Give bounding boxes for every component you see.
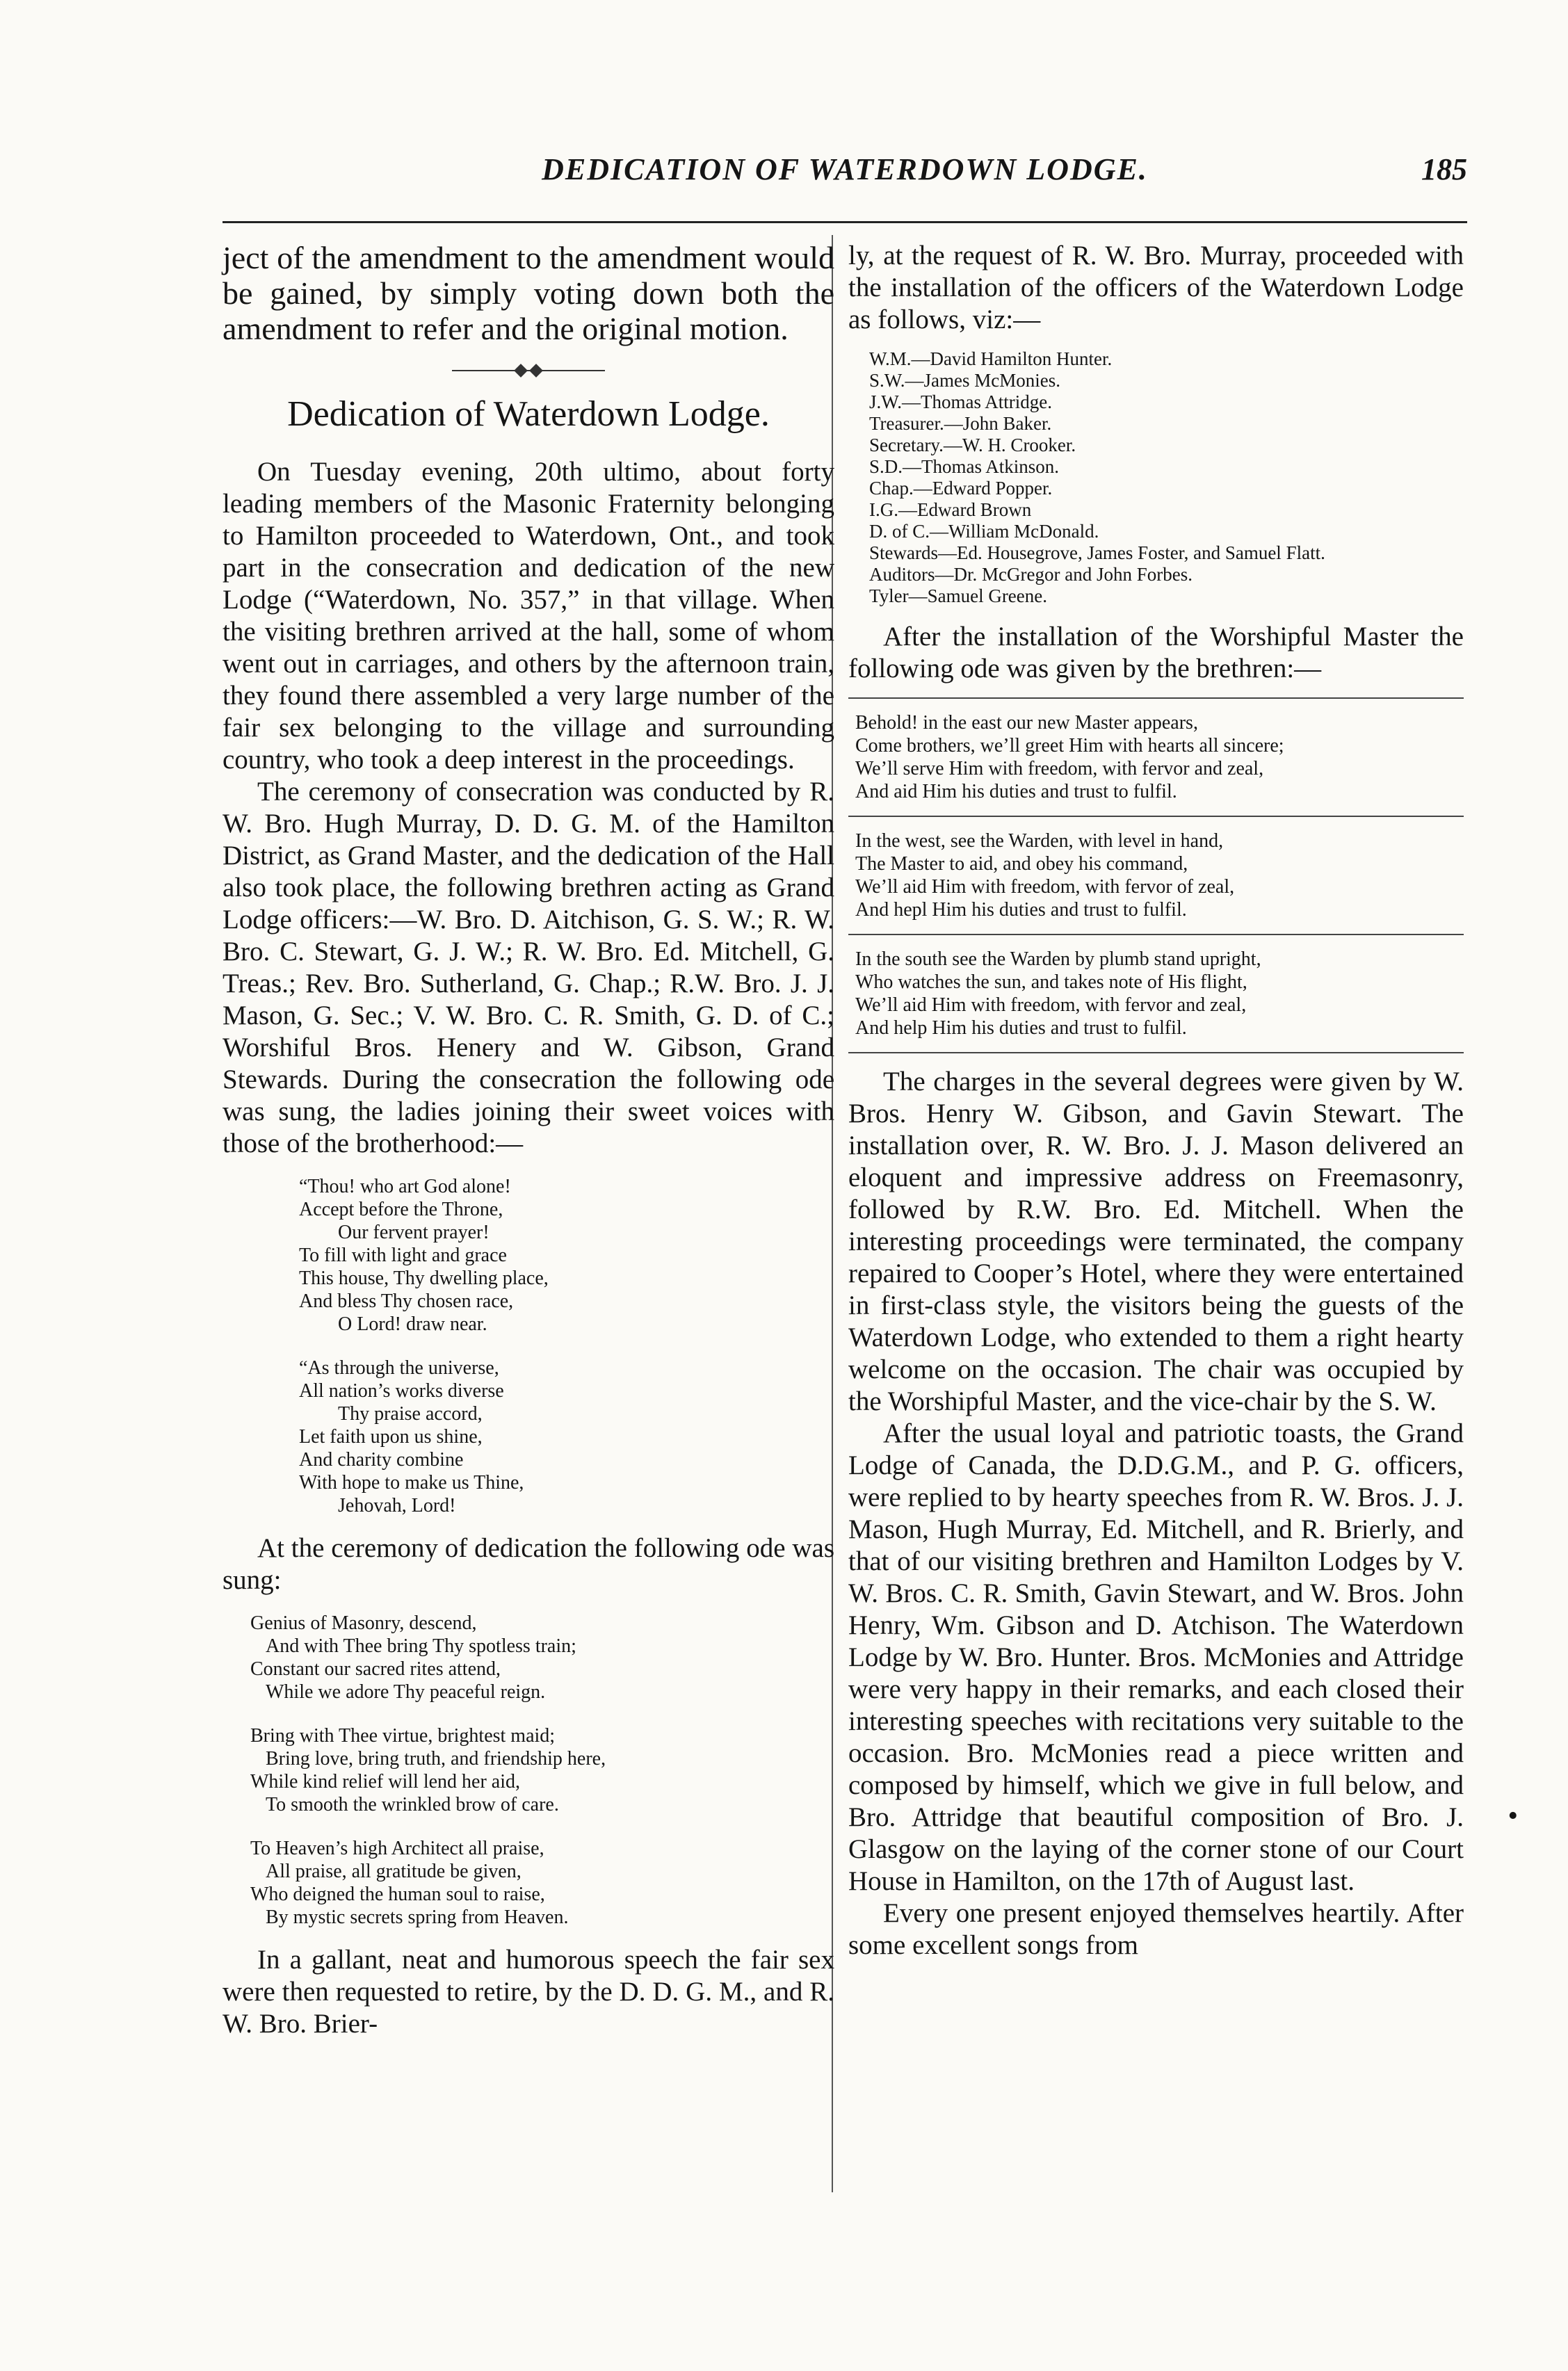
verse-line: We’ll aid Him with freedom, with fervor of zeal,: [855, 876, 1235, 898]
officer-entry: S.W.—James McMonies.: [869, 370, 1060, 391]
dedication-ode-stanza-2: [250, 1724, 834, 1816]
verse-line: Our fervent prayer!: [338, 1222, 490, 1243]
verse-line: We’ll aid Him with freedom, with fervor and zeal,: [855, 994, 1247, 1016]
verse-line: Jehovah, Lord!: [338, 1495, 456, 1516]
verse-line: Who deigned the human soul to raise,: [250, 1884, 545, 1905]
verse-line: Bring with Thee virtue, brightest maid;: [250, 1725, 556, 1747]
installation-ode-stanza-2: [855, 830, 1464, 921]
right-column: [848, 240, 1464, 1961]
page-header: [223, 152, 1467, 200]
verse-line: Behold! in the east our new Master appears,: [855, 712, 1198, 734]
continued-paragraph: ject of the amendment to the amendment would be gained, by simply voting down both the amendment to refer and the original motion.: [223, 240, 834, 346]
paragraph: After the installation of the Worshipful Master the following ode was given by the brethren:—: [848, 622, 1464, 683]
paragraph: Every one present enjoyed themselves heartily. After some excellent songs from: [848, 1898, 1464, 1960]
paragraph: The ceremony of consecration was conducted by R. W. Bro. Hugh Murray, D. D. G. M. of the Hamilton District, as Grand Master, and the dedication of the Hall also took place, the following brethren acting as Grand Lodge officers:—W. Bro. D. Aitchison, G. S. W.; R. W. Bro. C. Stewart, G. J. W.; R. W. Bro. Ed. Mitchell, G. Treas.; Rev. Bro. Sutherland, G. Chap.; R.W. Bro. J. J. Mason, G. Sec.; V. W. Bro. C. R. Smith, G. D. of C.; Worshiful Bros. Henery and W. Gibson, Grand Stewards. During the consecration the following ode was sung, the ladies joining their sweet voices with those of the brotherhood:—: [223, 777, 834, 1158]
header-rule: [223, 221, 1467, 223]
section-title: Dedication of Waterdown Lodge.: [287, 394, 770, 434]
verse-line: Genius of Masonry, descend,: [250, 1612, 477, 1634]
paragraph: The charges in the several degrees were given by W. Bros. Henry W. Gibson, and Gavin Stewart. The installation over, R. W. Bro. J. J. Mason delivered an eloquent and impressive address on Freemasonry, followed by R.W. Bro. Ed. Mitchell. When the interesting proceedings were terminated, the company repaired to Cooper’s Hotel, where they were entertained in first-class style, the visitors being the guests of the Waterdown Lodge, who extended to them a right hearty welcome on the occasion. The chair was occupied by the Worshipful Master, and the vice-chair by the S. W.: [848, 1067, 1464, 1416]
officer-entry: Tyler—Samuel Greene.: [869, 585, 1048, 606]
officer-entry: D. of C.—William McDonald.: [869, 521, 1099, 542]
verse-line: In the south see the Warden by plumb stand upright,: [855, 948, 1261, 970]
verse-line: The Master to aid, and obey his command,: [855, 853, 1188, 875]
ode-rule: [848, 816, 1464, 817]
verse-line: While kind relief will lend her aid,: [250, 1771, 520, 1793]
verse-line: And with Thee bring Thy spotless train;: [266, 1635, 576, 1657]
ode-rule: [848, 697, 1464, 699]
verse-line: All nation’s works diverse: [299, 1380, 504, 1402]
verse-line: Let faith upon us shine,: [299, 1426, 483, 1448]
verse-line: And help Him his duties and trust to fulfil.: [855, 1017, 1187, 1039]
verse-line: We’ll serve Him with freedom, with fervor and zeal,: [855, 758, 1264, 779]
officer-entry: S.D.—Thomas Atkinson.: [869, 456, 1060, 477]
installation-ode-stanza-1: [855, 711, 1464, 803]
verse-line: In the west, see the Warden, with level in hand,: [855, 830, 1224, 852]
paragraph: At the ceremony of dedication the following ode was sung:: [223, 1533, 834, 1595]
paragraph: After the usual loyal and patriotic toasts, the Grand Lodge of Canada, the D.D.G.M., and P. G. officers, were replied to by hearty speeches from R. W. Bros. J. J. Mason, Hugh Murray, Ed. Mitchell, and R. Brierly, and that of our visiting brethren and Hamilton Lodges by V. W. Bros. C. R. Smith, Gavin Stewart, and W. Bros. John Henry, Wm. Gibson and D. Atchison. The Waterdown Lodge by W. Bro. Hunter. Bros. McMonies and Attridge were very happy in their remarks, and each closed their interesting speeches with recitations very suitable to the occasion. Bro. McMonies read a piece written and composed by himself, which we give in full below, and Bro. Attridge that beautiful composition of Bro. J. Glasgow on the laying of the corner stone of our Court House in Hamilton, on the 17th of August last.: [848, 1418, 1464, 1896]
ode-rule: [848, 1052, 1464, 1053]
page-number: 185: [1421, 152, 1467, 186]
dedication-ode-stanza-1: [250, 1612, 834, 1704]
officer-entry: Secretary.—W. H. Crooker.: [869, 435, 1076, 455]
verse-line: O Lord! draw near.: [338, 1313, 487, 1335]
verse-line: Thy praise accord,: [338, 1403, 483, 1425]
verse-line: By mystic secrets spring from Heaven.: [266, 1907, 569, 1928]
left-column: [223, 240, 834, 2040]
officer-entry: Chap.—Edward Popper.: [869, 478, 1053, 499]
verse-line: “As through the universe,: [299, 1357, 499, 1379]
continued-paragraph: ly, at the request of R. W. Bro. Murray, proceeded with the installation of the officers of the Waterdown Lodge as follows, viz:—: [848, 241, 1464, 334]
verse-line: Who watches the sun, and takes note of His flight,: [855, 971, 1247, 993]
verse-line: And bless Thy chosen race,: [299, 1290, 514, 1312]
verse-line: All praise, all gratitude be given,: [266, 1861, 522, 1882]
verse-line: While we adore Thy peaceful reign.: [266, 1681, 546, 1703]
running-head: DEDICATION OF WATERDOWN LODGE.: [542, 152, 1148, 186]
verse-line: Constant our sacred rites attend,: [250, 1658, 501, 1680]
paragraph: In a gallant, neat and humorous speech the fair sex were then requested to retire, by the D. D. G. M., and R. W. Bro. Brier-: [223, 1945, 834, 2039]
verse-line: And charity combine: [299, 1449, 464, 1471]
verse-line: Come brothers, we’ll greet Him with hearts all sincere;: [855, 735, 1284, 756]
verse-line: Accept before the Throne,: [299, 1199, 503, 1220]
installation-ode-stanza-3: [855, 948, 1464, 1039]
verse-line: With hope to make us Thine,: [299, 1472, 524, 1494]
consecration-ode-stanza-1: [299, 1175, 834, 1336]
dedication-ode-stanza-3: [250, 1837, 834, 1929]
verse-line: To fill with light and grace: [299, 1245, 507, 1266]
officer-entry: W.M.—David Hamilton Hunter.: [869, 348, 1113, 369]
ode-rule: [848, 934, 1464, 935]
officer-list: [869, 348, 1464, 607]
verse-line: Bring love, bring truth, and friendship here,: [266, 1748, 606, 1770]
section-separator: [452, 364, 605, 377]
officer-entry: J.W.—Thomas Attridge.: [869, 391, 1052, 412]
verse-line: To Heaven’s high Architect all praise,: [250, 1838, 544, 1859]
verse-line: This house, Thy dwelling place,: [299, 1268, 549, 1289]
officer-entry: Auditors—Dr. McGregor and John Forbes.: [869, 564, 1193, 585]
officer-entry: Stewards—Ed. Housegrove, James Foster, and Samuel Flatt.: [869, 542, 1325, 563]
consecration-ode-stanza-2: [299, 1357, 834, 1517]
verse-line: And aid Him his duties and trust to fulfil.: [855, 781, 1177, 802]
verse-line: “Thou! who art God alone!: [299, 1176, 511, 1197]
officer-entry: Treasurer.—John Baker.: [869, 413, 1052, 434]
officer-entry: I.G.—Edward Brown: [869, 499, 1032, 520]
verse-line: And hepl Him his duties and trust to fulfil.: [855, 899, 1187, 921]
margin-mark: •: [1508, 1800, 1518, 1832]
paragraph: On Tuesday evening, 20th ultimo, about forty leading members of the Masonic Fraternity belonging to Hamilton proceeded to Waterdown, Ont., and took part in the consecration and dedication of the new Lodge (“Waterdown, No. 357,” in that village. When the visiting brethren arrived at the hall, some of whom went out in carriages, and others by the afternoon train, they found there assembled a very large number of the fair sex belonging to the village and surrounding country, who took a deep interest in the proceedings.: [223, 457, 834, 775]
verse-line: To smooth the wrinkled brow of care.: [266, 1794, 559, 1815]
